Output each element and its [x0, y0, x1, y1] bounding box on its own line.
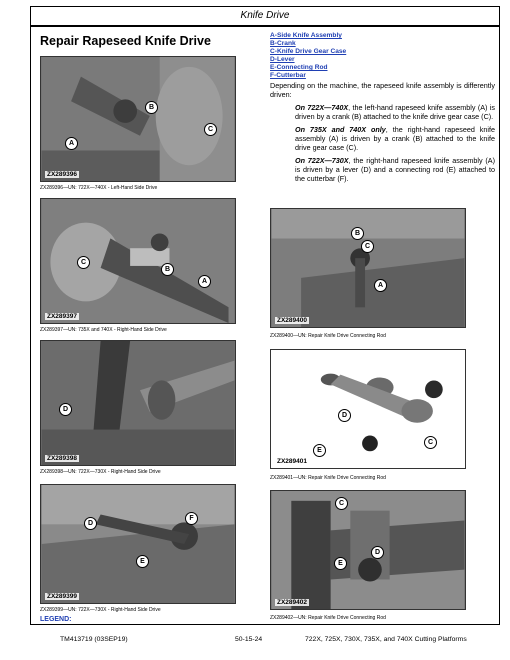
legend-item[interactable]: A-Side Knife Assembly: [270, 32, 342, 39]
figure-zx289398: [40, 340, 236, 466]
callout-b: B: [161, 263, 174, 276]
intro-paragraph: Depending on the machine, the rapeseed knife assembly is differently driven:: [270, 81, 495, 99]
figure-zx289400: [270, 208, 466, 328]
model-text: , the right-hand rapeseed knife assembly (A) is driven by a crank (B) attached to the knife drive gear case (C).: [295, 125, 495, 152]
figure-caption: ZX289401—UN: Repair Knife Drive Connecting Rod: [270, 475, 386, 481]
callout-c: C: [361, 240, 374, 253]
callout-e: E: [334, 557, 347, 570]
figure-photo: [41, 485, 235, 603]
legend-footer: LEGEND:: [40, 616, 72, 623]
model-paragraph: [295, 156, 495, 183]
figure-caption: ZX289399—UN: 722X—730X - Right-Hand Side Drive: [40, 607, 161, 613]
figure-id: ZX289400: [277, 317, 307, 324]
callout-f: F: [185, 512, 198, 525]
callout-c: C: [335, 497, 348, 510]
callout-b: B: [145, 101, 158, 114]
footer-page-number: 50-15-24: [235, 636, 263, 643]
figure-zx289402: [270, 490, 466, 610]
figure-caption: ZX289397—UN: 735X and 740X - Right-Hand Side Drive: [40, 327, 167, 333]
model-paragraph: [295, 103, 495, 121]
figure-zx289397: [40, 198, 236, 324]
model-name: On 722X—740X: [295, 103, 349, 112]
callout-a: A: [374, 279, 387, 292]
page-title: Repair Rapeseed Knife Drive: [40, 34, 211, 48]
figure-photo: [41, 341, 235, 465]
callout-c: C: [204, 123, 217, 136]
callout-d: D: [84, 517, 97, 530]
section-header: [30, 6, 500, 26]
legend-item[interactable]: B-Crank: [270, 40, 296, 47]
footer-platform: 722X, 725X, 730X, 735X, and 740X Cutting Platforms: [305, 636, 467, 643]
figure-caption: ZX289396—UN: 722X—740X - Left-Hand Side Drive: [40, 185, 158, 191]
legend-item[interactable]: F-Cutterbar: [270, 72, 306, 79]
figure-id: ZX289397: [47, 313, 77, 320]
callout-d: D: [371, 546, 384, 559]
callout-d: D: [59, 403, 72, 416]
figure-zx289399: [40, 484, 236, 604]
legend-item[interactable]: E-Connecting Rod: [270, 64, 328, 71]
callout-a: A: [65, 137, 78, 150]
figure-caption: ZX289402—UN: Repair Knife Drive Connecting Rod: [270, 615, 386, 621]
section-title: Knife Drive: [240, 10, 290, 21]
figure-zx289396: [40, 56, 236, 182]
figure-photo: [41, 57, 235, 181]
callout-e: E: [313, 444, 326, 457]
callout-b: B: [351, 227, 364, 240]
callout-d: D: [338, 409, 351, 422]
callout-c: C: [424, 436, 437, 449]
legend-item[interactable]: D-Lever: [270, 56, 295, 63]
model-text: , the left-hand rapeseed knife assembly (A) is driven by a crank (B) attached to the knife drive gear case (C).: [295, 103, 495, 121]
model-name: On 735X and 740X only: [295, 125, 386, 134]
legend-item[interactable]: C-Knife Drive Gear Case: [270, 48, 347, 55]
figure-zx289401: [270, 349, 466, 469]
model-name: On 722X—730X: [295, 156, 349, 165]
figure-photo: [41, 199, 235, 323]
figure-caption: ZX289398—UN: 722X—730X - Right-Hand Side Drive: [40, 469, 161, 475]
callout-c: C: [77, 256, 90, 269]
figure-id: ZX289402: [277, 599, 307, 606]
model-paragraph: [295, 125, 495, 152]
legend-block: [270, 32, 495, 183]
figure-caption: ZX289400—UN: Repair Knife Drive Connecting Rod: [270, 333, 386, 339]
figure-id: ZX289396: [47, 171, 77, 178]
figure-id: ZX289401: [277, 458, 307, 465]
figure-photo: [271, 209, 465, 327]
footer-doc-id: TM413719 (03SEP19): [60, 636, 128, 643]
figure-id: ZX289399: [47, 593, 77, 600]
figure-photo: [271, 350, 465, 468]
model-text: , the right-hand rapeseed knife assembly (A) is driven by a lever (D) and a connecting rod (E) attached to the cutterbar (F).: [295, 156, 495, 183]
figure-id: ZX289398: [47, 455, 77, 462]
callout-a: A: [198, 275, 211, 288]
figure-photo: [271, 491, 465, 609]
callout-e: E: [136, 555, 149, 568]
